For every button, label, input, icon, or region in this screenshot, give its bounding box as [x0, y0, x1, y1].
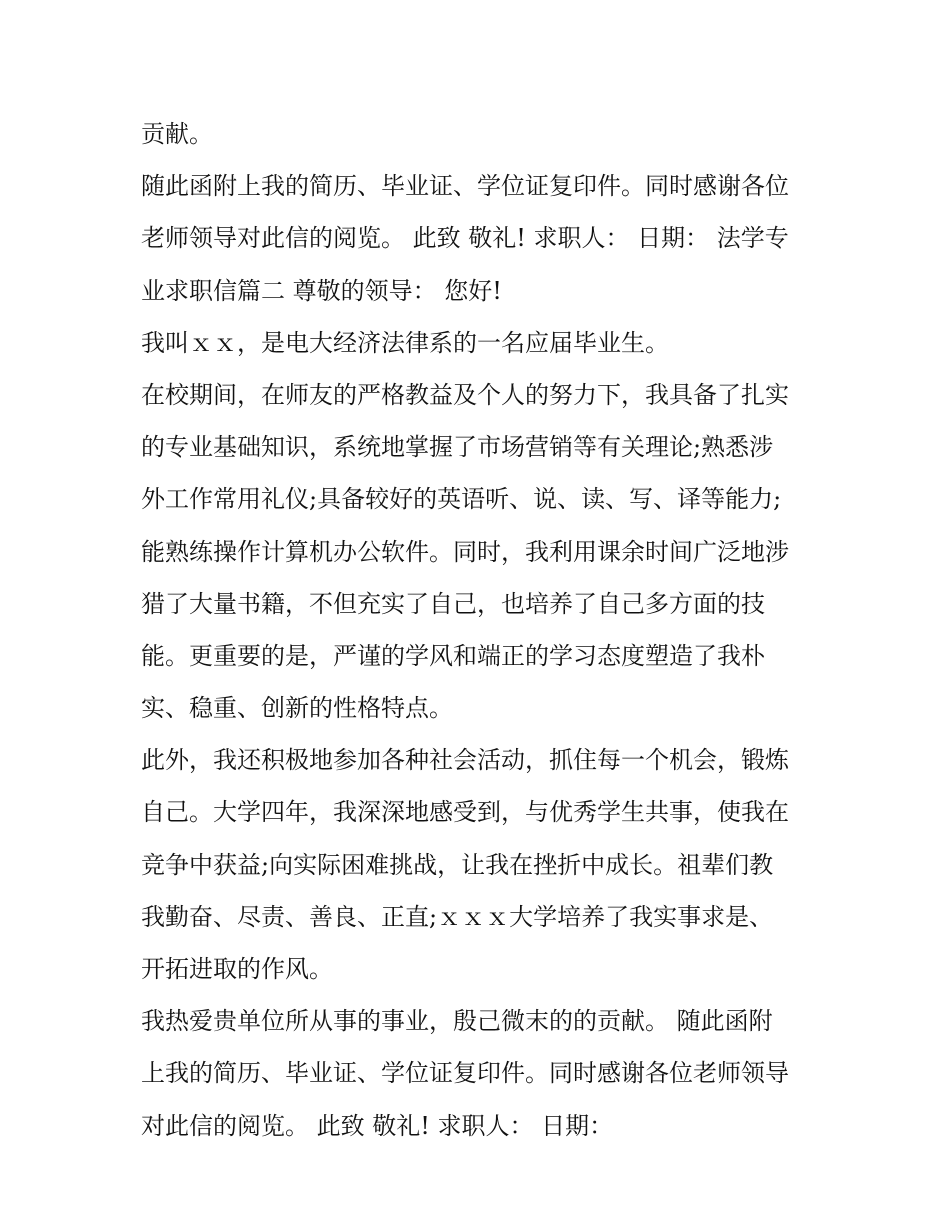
text-line: 随此函附上我的简历、毕业证、学位证复印件。同时感谢各位 — [141, 172, 789, 201]
text-line: 开拓进取的作风。 — [141, 955, 333, 983]
document-body — [141, 108, 821, 1152]
text-line: 能。更重要的是，严谨的学风和端正的学习态度塑造了我朴 — [141, 641, 765, 670]
text-line: 外工作常用礼仪;具备较好的英语听、说、读、写、译等能力; — [141, 485, 782, 514]
text-line: 在校期间，在师友的严格教益及个人的努力下，我具备了扎实 — [141, 380, 789, 409]
text-line: 猎了大量书籍，不但充实了自己，也培养了自己多方面的技 — [141, 589, 765, 618]
text-line: 贡献。 — [141, 120, 213, 148]
text-line: 老师领导对此信的阅览。 此致 敬礼! 求职人： 日期： 法学专 — [141, 224, 789, 253]
text-line: 上我的简历、毕业证、学位证复印件。同时感谢各位老师领导 — [141, 1059, 789, 1088]
text-line: 实、稳重、创新的性格特点。 — [141, 694, 453, 723]
text-line: 竞争中获益;向实际困难挑战，让我在挫折中成长。祖辈们教 — [141, 850, 774, 879]
text-line: 对此信的阅览。 此致 敬礼! 求职人： 日期： — [141, 1111, 614, 1140]
text-line: 我热爱贵单位所从事的事业，殷己微末的的贡献。 随此函附 — [141, 1007, 773, 1036]
text-line: 我叫ｘｘ，是电大经济法律系的一名应届毕业生。 — [141, 328, 669, 357]
text-line: 能熟练操作计算机办公软件。同时，我利用课余时间广泛地涉 — [141, 537, 789, 566]
text-line: 业求职信篇二 尊敬的领导： 您好! — [141, 276, 502, 305]
text-line: 我勤奋、尽责、善良、正直;ｘｘｘ大学培养了我实事求是、 — [141, 902, 774, 931]
text-line: 自己。大学四年，我深深地感受到，与优秀学生共事，使我在 — [141, 798, 789, 827]
text-line: 的专业基础知识，系统地掌握了市场营销等有关理论;熟悉涉 — [141, 433, 774, 462]
text-line: 此外，我还积极地参加各种社会活动，抓住每一个机会，锻炼 — [141, 746, 789, 775]
